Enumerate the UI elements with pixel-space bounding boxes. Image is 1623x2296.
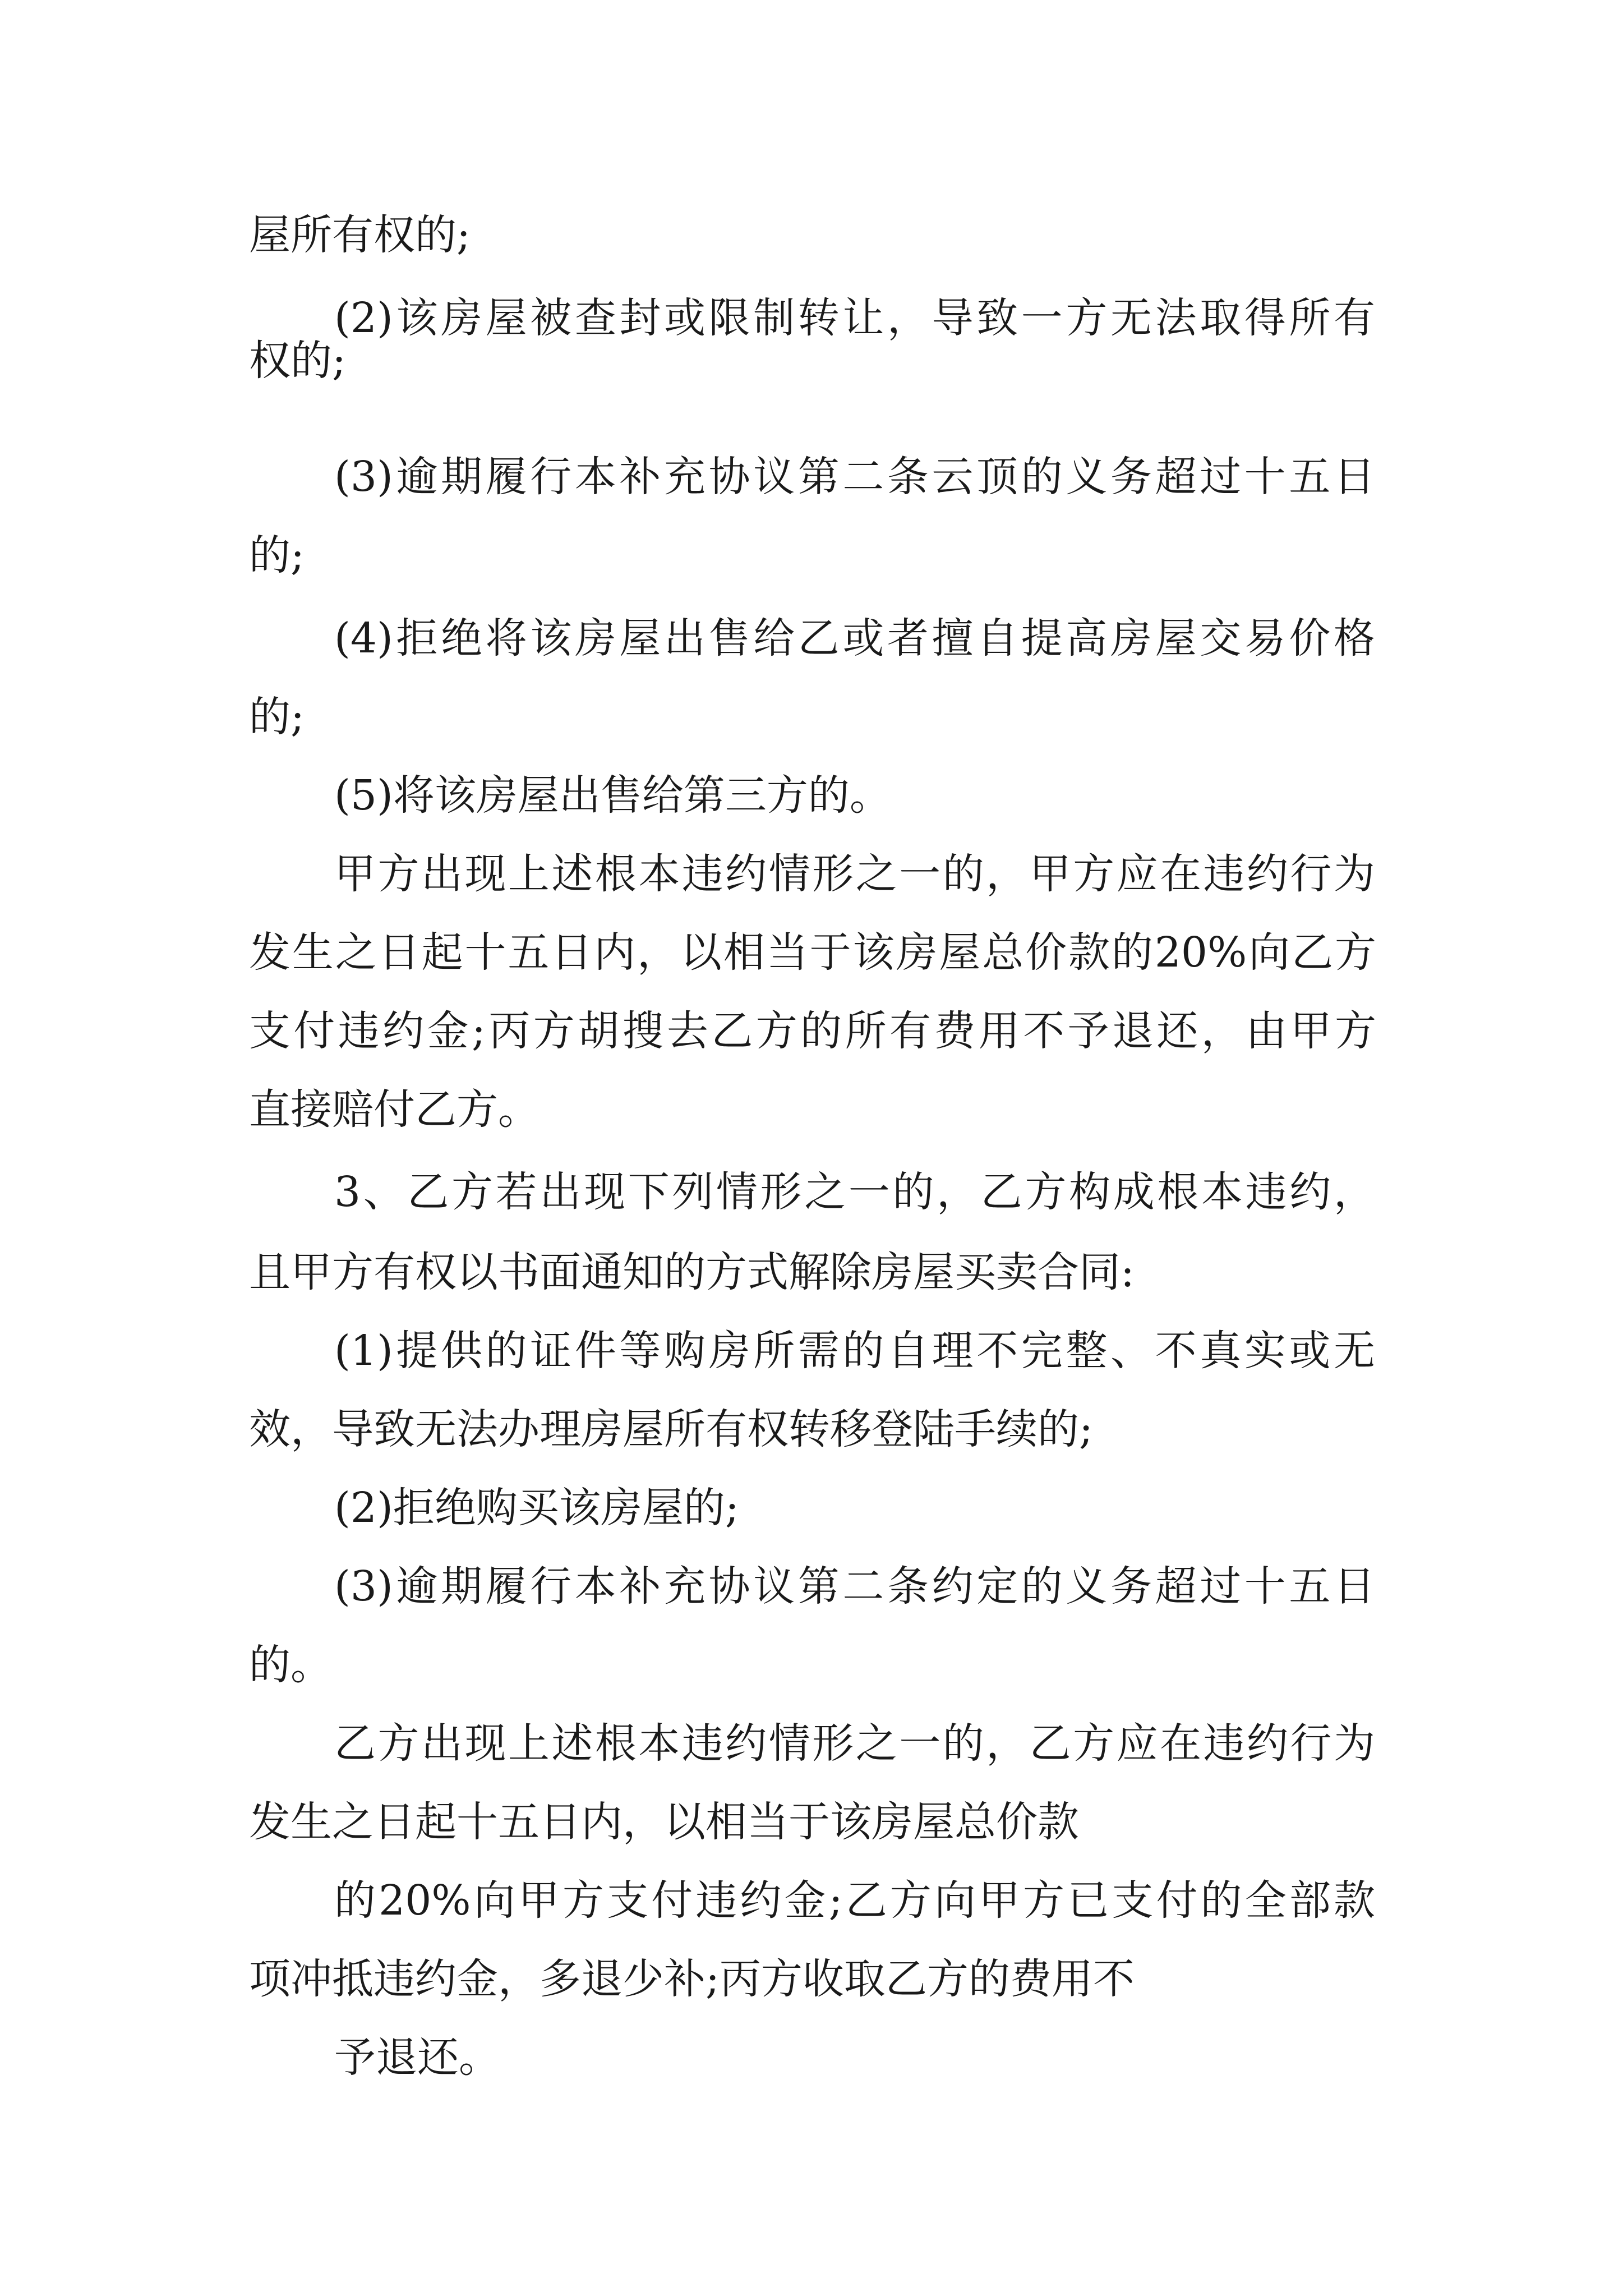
text-line: (3)逾期履行本补充协议第二条约定的义务超过十五日 [334,1562,1375,1611]
text-line: 且甲方有权以书面通知的方式解除房屋买卖合同: [249,1248,1135,1296]
text-line: 效，导致无法办理房屋所有权转移登陆手续的; [249,1405,1093,1453]
text-line: 支付违约金;丙方胡搜去乙方的所有费用不予退还，由甲方 [249,1007,1376,1055]
text-line: (2)该房屋被查封或限制转让，导致一方无法取得所有 [334,294,1375,342]
text-line: (2)拒绝购买该房屋的; [334,1484,739,1532]
text-line: (4)拒绝将该房屋出售给乙或者擅自提高房屋交易价格 [334,614,1375,662]
text-line: 乙方出现上述根本违约情形之一的，乙方应在违约行为 [334,1719,1375,1768]
text-line: 3、乙方若出现下列情形之一的，乙方构成根本违约， [334,1168,1375,1216]
text-line: 直接赔付乙方。 [249,1085,540,1134]
text-line: (1)提供的证件等购房所需的自理不完整、不真实或无 [334,1327,1375,1375]
text-line: 发生之日起十五日内，以相当于该房屋总价款 [249,1798,1079,1846]
text-line: 的; [249,693,305,741]
text-line: (3)逾期履行本补充协议第二条云顶的义务超过十五日 [334,453,1375,501]
text-line: 的。 [249,1641,332,1689]
text-line: 的20%向甲方支付违约金;乙方向甲方已支付的全部款 [334,1876,1375,1925]
text-line: 项冲抵违约金，多退少补;丙方收取乙方的费用不 [249,1955,1135,2003]
text-line: (5)将该房屋出售给第三方的。 [334,771,891,820]
text-line: 的; [249,531,305,579]
text-line: 权的; [249,337,346,385]
text-line: 发生之日起十五日内，以相当于该房屋总价款的20%向乙方 [249,928,1376,977]
text-line: 甲方出现上述根本违约情形之一的，甲方应在违约行为 [334,850,1375,898]
text-line: 屋所有权的; [249,211,471,259]
text-line: 予退还。 [334,2033,500,2082]
